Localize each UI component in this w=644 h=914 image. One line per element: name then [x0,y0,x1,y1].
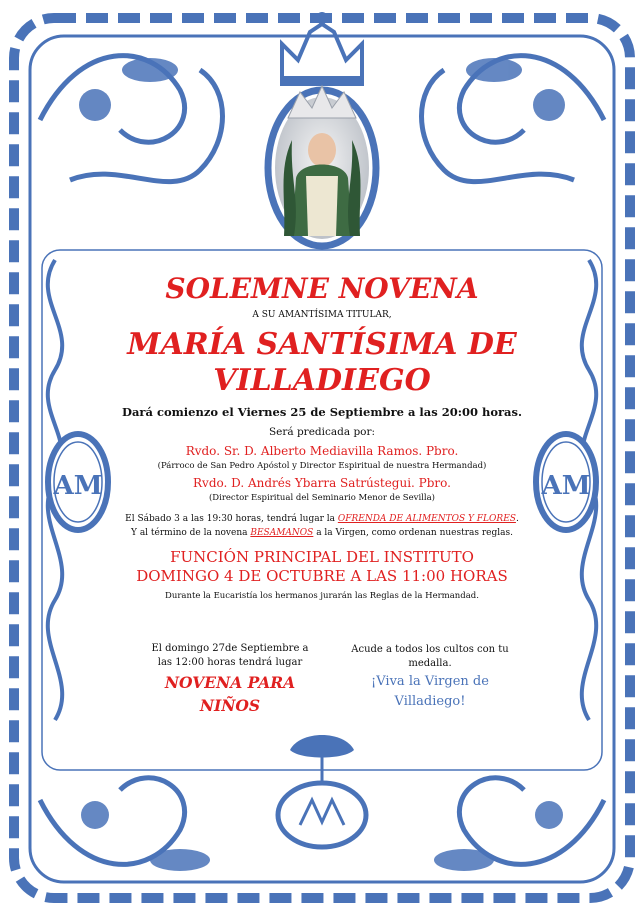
offering-line [0,514,644,524]
medal-line1: Acude a todos los cultos con tu [351,644,509,655]
viva-line1: ¡Viva la Virgen de [371,674,489,689]
children-novena-block [130,642,330,717]
main-function-note: Durante la Eucaristía los hermanos jurarán las Reglas de la Hermandad. [165,591,479,601]
medal-block [345,643,515,712]
offering-highlight: OFRENDA DE ALIMENTOS Y FLORES [337,514,516,524]
besamanos-text-post: a la Virgen, como ordenan nuestras reglas. [313,528,513,538]
main-function-line1: FUNCIÓN PRINCIPAL DEL INSTITUTO [170,548,474,566]
bottom-monogram-medallion [278,735,366,847]
right-monogram: AM [541,471,591,501]
besamanos-line [0,528,644,538]
preacher-2-role: (Director Espiritual del Seminario Menor de Sevilla) [208,493,435,503]
crown-icon [280,12,364,86]
children-line1: El domingo 27de Septiembre a [151,643,309,654]
main-function-line2: DOMINGO 4 DE OCTUBRE A LAS 11:00 HORAS [136,567,508,585]
offering-text-post: . [515,514,519,524]
children-title2: NIÑOS [199,696,261,715]
novena-title: SOLEMNE NOVENA [165,272,479,305]
viva-line2: Villadiego! [394,694,466,709]
children-line2: las 12:00 horas tendrá lugar [157,657,303,668]
dedication-line: A SU AMANTÍSIMA TITULAR, [252,310,392,320]
besamanos-highlight: BESAMANOS [250,528,314,538]
preacher-1-role: (Párroco de San Pedro Apóstol y Director Espiritual de nuestra Hermandad) [157,461,487,471]
titular-name-line1: MARÍA SANTÍSIMA DE [127,327,517,362]
besamanos-text-pre: Y al término de la novena [131,528,251,538]
children-title1: NOVENA PARA [164,673,296,692]
medal-line2: medalla. [408,658,452,669]
offering-text-pre: El Sábado 3 a las 19:30 horas, tendrá lugar la [125,514,338,524]
preacher-1-name: Rvdo. Sr. D. Alberto Mediavilla Ramos. Pbro. [185,444,459,458]
preacher-2-name: Rvdo. D. Andrés Ybarra Satrústegui. Pbro. [193,476,451,490]
start-date-line: Dará comienzo el Viernes 25 de Septiembre a las 20:00 horas. [122,405,522,419]
titular-name-line2: VILLADIEGO [213,363,431,398]
left-monogram: AM [53,471,103,501]
preached-by-line: Será predicada por: [268,426,376,438]
